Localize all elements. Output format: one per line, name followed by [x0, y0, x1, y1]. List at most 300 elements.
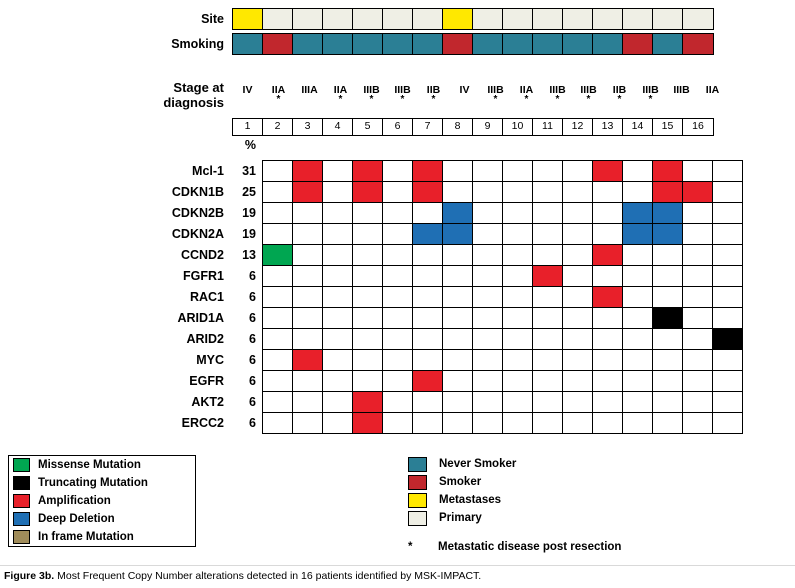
matrix-cell [623, 308, 653, 328]
smoking-cell [533, 34, 563, 54]
smoking-cell [503, 34, 533, 54]
matrix-cell [683, 392, 713, 412]
matrix-cell [383, 287, 413, 307]
matrix-cell [353, 413, 383, 433]
matrix-cell [353, 182, 383, 202]
matrix-cell [593, 308, 623, 328]
matrix-cell [353, 161, 383, 181]
matrix-cell [593, 371, 623, 391]
matrix-cell [383, 224, 413, 244]
matrix-cell [263, 329, 293, 349]
stage-cell: IV [242, 84, 253, 96]
matrix-cell [443, 287, 473, 307]
site-cell [683, 9, 713, 29]
track-row-site [0, 8, 714, 30]
matrix-cell [443, 371, 473, 391]
smoking-cell [563, 34, 593, 54]
matrix-cell [533, 203, 563, 223]
gene-label: EGFR [189, 373, 224, 388]
matrix-cell [263, 350, 293, 370]
gene-percent: 25 [242, 184, 256, 199]
matrix-cell [533, 245, 563, 265]
matrix-cell [443, 203, 473, 223]
legend-label: Metastases [439, 494, 502, 506]
gene-cells [262, 370, 743, 391]
legend-clinical-tracks [408, 455, 516, 527]
gene-label: ARID1A [177, 310, 224, 325]
matrix-cell [653, 350, 683, 370]
matrix-cell [683, 182, 713, 202]
gene-label: ERCC2 [181, 415, 224, 430]
matrix-cell [383, 203, 413, 223]
matrix-cell [473, 182, 503, 202]
matrix-cell [323, 182, 353, 202]
matrix-cell [383, 182, 413, 202]
matrix-cell [653, 203, 683, 223]
matrix-cell [713, 245, 743, 265]
legend-item [9, 456, 195, 474]
matrix-cell [293, 161, 323, 181]
legend-alteration-types [8, 455, 196, 547]
matrix-cell [473, 224, 503, 244]
matrix-cell [683, 350, 713, 370]
matrix-cell [593, 329, 623, 349]
matrix-cell [443, 350, 473, 370]
smoking-cell [323, 34, 353, 54]
gene-percent: 19 [242, 226, 256, 241]
gene-cells [262, 307, 743, 328]
matrix-cell [473, 161, 503, 181]
gene-row [0, 244, 743, 265]
matrix-cell [263, 287, 293, 307]
matrix-cell [713, 182, 743, 202]
matrix-cell [593, 266, 623, 286]
caption-label: Figure 3b. [4, 570, 55, 582]
matrix-cell [353, 371, 383, 391]
stage-cell: IV [459, 84, 470, 96]
matrix-cell [293, 245, 323, 265]
matrix-cell [443, 266, 473, 286]
matrix-cell [533, 266, 563, 286]
legend-swatch [408, 475, 427, 490]
matrix-cell [503, 392, 533, 412]
matrix-cell [353, 392, 383, 412]
matrix-cell [443, 245, 473, 265]
matrix-cell [413, 224, 443, 244]
matrix-cell [383, 266, 413, 286]
matrix-cell [653, 329, 683, 349]
legend-item [408, 455, 516, 473]
annotation-tracks [0, 8, 714, 58]
patient-number-cell: 16 [692, 120, 704, 132]
gene-percent: 6 [249, 310, 256, 325]
matrix-cell [443, 413, 473, 433]
matrix-cell [683, 413, 713, 433]
smoking-cell [413, 34, 443, 54]
matrix-cell [503, 245, 533, 265]
gene-label: CDKN2B [171, 205, 224, 220]
matrix-cell [713, 266, 743, 286]
gene-percent: 6 [249, 289, 256, 304]
matrix-cell [263, 182, 293, 202]
matrix-cell [503, 329, 533, 349]
legend-label: Truncating Mutation [38, 477, 148, 489]
site-cell [623, 9, 653, 29]
matrix-cell [413, 161, 443, 181]
site-cell [383, 9, 413, 29]
matrix-cell [323, 287, 353, 307]
matrix-cell [473, 392, 503, 412]
matrix-cell [533, 371, 563, 391]
gene-label: RAC1 [189, 289, 224, 304]
gene-percent: 6 [249, 373, 256, 388]
matrix-cell [653, 161, 683, 181]
gene-percent: 6 [249, 268, 256, 283]
matrix-cell [563, 182, 593, 202]
matrix-cell [533, 287, 563, 307]
stage-cell: IIIB * [642, 84, 659, 105]
patient-number-cell: 9 [473, 119, 503, 135]
legend-footnote [408, 541, 621, 553]
matrix-cell [713, 161, 743, 181]
matrix-cell [713, 203, 743, 223]
stage-cell: IIA * [333, 84, 348, 105]
matrix-cell [323, 392, 353, 412]
matrix-cell [623, 287, 653, 307]
matrix-cell [413, 182, 443, 202]
matrix-cell [563, 308, 593, 328]
patient-number-cell: 3 [293, 119, 323, 135]
matrix-cell [263, 392, 293, 412]
matrix-cell [683, 329, 713, 349]
footnote-text: Metastatic disease post resection [438, 541, 622, 553]
patient-number-cell: 13 [593, 119, 623, 135]
matrix-cell [473, 413, 503, 433]
stage-cell: IIIB [673, 84, 690, 96]
matrix-cell [653, 392, 683, 412]
smoking-cell [263, 34, 293, 54]
gene-row [0, 181, 743, 202]
matrix-cell [713, 224, 743, 244]
percent-header-row [0, 138, 262, 152]
matrix-cell [323, 371, 353, 391]
matrix-cell [533, 413, 563, 433]
matrix-cell [593, 392, 623, 412]
matrix-cell [683, 224, 713, 244]
gene-cells [262, 328, 743, 349]
matrix-cell [623, 245, 653, 265]
legend-item [408, 491, 516, 509]
gene-label: ARID2 [186, 331, 224, 346]
percent-header-label: % [244, 138, 256, 152]
matrix-cell [293, 203, 323, 223]
matrix-cell [383, 329, 413, 349]
matrix-cell [533, 329, 563, 349]
gene-row [0, 307, 743, 328]
smoking-cell [293, 34, 323, 54]
legend-swatch [13, 476, 30, 490]
matrix-cell [323, 203, 353, 223]
footnote-star: * [408, 541, 413, 553]
matrix-cell [683, 287, 713, 307]
matrix-cell [293, 329, 323, 349]
gene-row [0, 328, 743, 349]
matrix-cell [683, 371, 713, 391]
matrix-cell [683, 203, 713, 223]
matrix-cell [653, 287, 683, 307]
gene-label: MYC [196, 352, 224, 367]
track-cells-smoking [232, 33, 714, 55]
matrix-cell [623, 329, 653, 349]
matrix-cell [323, 266, 353, 286]
smoking-cell [233, 34, 263, 54]
site-cell [503, 9, 533, 29]
matrix-cell [413, 392, 443, 412]
smoking-cell [623, 34, 653, 54]
legend-item [9, 474, 195, 492]
matrix-cell [263, 224, 293, 244]
matrix-cell [413, 287, 443, 307]
matrix-cell [623, 224, 653, 244]
matrix-cell [623, 161, 653, 181]
gene-percent: 31 [242, 163, 256, 178]
legend-item [408, 473, 516, 491]
gene-percent: 6 [249, 415, 256, 430]
stage-cell: IIA [705, 84, 720, 96]
gene-row [0, 160, 743, 181]
matrix-cell [563, 245, 593, 265]
patient-number-cell: 10 [503, 119, 533, 135]
matrix-cell [683, 161, 713, 181]
matrix-cell [383, 350, 413, 370]
gene-label: AKT2 [191, 394, 224, 409]
patient-number-cell: 11 [533, 119, 563, 135]
matrix-cell [353, 287, 383, 307]
stage-cell: IIIB * [549, 84, 566, 105]
matrix-cell [473, 308, 503, 328]
matrix-cell [443, 182, 473, 202]
matrix-cell [623, 392, 653, 412]
matrix-cell [623, 413, 653, 433]
gene-cells [262, 244, 743, 265]
matrix-cell [353, 245, 383, 265]
matrix-cell [713, 413, 743, 433]
matrix-cell [443, 161, 473, 181]
matrix-cell [323, 224, 353, 244]
matrix-cell [503, 350, 533, 370]
matrix-cell [563, 350, 593, 370]
matrix-cell [293, 392, 323, 412]
matrix-cell [263, 413, 293, 433]
gene-label: Mcl-1 [192, 163, 224, 178]
site-cell [653, 9, 683, 29]
matrix-cell [473, 266, 503, 286]
stage-cell: IIIB * [580, 84, 597, 105]
gene-cells [262, 412, 743, 434]
patient-number-cell: 4 [323, 119, 353, 135]
gene-cells [262, 223, 743, 244]
gene-cells [262, 286, 743, 307]
matrix-cell [473, 371, 503, 391]
matrix-cell [683, 308, 713, 328]
patient-number-cell: 14 [623, 119, 653, 135]
matrix-cell [413, 266, 443, 286]
matrix-cell [713, 392, 743, 412]
caption-text: Most Frequent Copy Number alterations detected in 16 patients identified by MSK-IMPACT. [54, 570, 482, 582]
matrix-cell [503, 287, 533, 307]
matrix-cell [293, 308, 323, 328]
gene-label: FGFR1 [183, 268, 224, 283]
legend-label: Never Smoker [439, 458, 517, 470]
matrix-cell [383, 245, 413, 265]
matrix-cell [593, 161, 623, 181]
gene-cells [262, 349, 743, 370]
patient-number-cell: 15 [653, 119, 683, 135]
matrix-cell [323, 329, 353, 349]
patient-number-cell: 2 [263, 119, 293, 135]
matrix-cell [353, 308, 383, 328]
matrix-cell [623, 350, 653, 370]
matrix-cell [563, 413, 593, 433]
matrix-cell [383, 371, 413, 391]
matrix-cell [593, 224, 623, 244]
smoking-cell [443, 34, 473, 54]
matrix-cell [443, 392, 473, 412]
gene-row [0, 286, 743, 307]
legend-swatch [13, 530, 30, 544]
matrix-cell [473, 203, 503, 223]
matrix-cell [293, 350, 323, 370]
matrix-cell [713, 350, 743, 370]
matrix-cell [593, 287, 623, 307]
gene-cells [262, 202, 743, 223]
stage-cell: IIB * [426, 84, 441, 105]
patient-number-row [0, 118, 714, 136]
stage-cell: IIB * [612, 84, 627, 105]
legend-label: Smoker [439, 476, 482, 488]
matrix-cell [353, 350, 383, 370]
matrix-cell [713, 287, 743, 307]
stage-cell: IIA * [271, 84, 286, 105]
matrix-cell [413, 203, 443, 223]
matrix-cell [443, 308, 473, 328]
legend-item [9, 528, 195, 546]
matrix-cell [323, 308, 353, 328]
matrix-cell [503, 182, 533, 202]
matrix-cell [623, 203, 653, 223]
caption-divider [0, 565, 795, 566]
matrix-cell [623, 182, 653, 202]
patient-number-cell: 1 [233, 119, 263, 135]
matrix-cell [563, 371, 593, 391]
matrix-cell [563, 266, 593, 286]
matrix-cell [473, 329, 503, 349]
matrix-cell [533, 308, 563, 328]
smoking-cell [683, 34, 713, 54]
legend-swatch [13, 512, 30, 526]
patient-number-cells [232, 118, 714, 136]
matrix-cell [593, 203, 623, 223]
matrix-cell [413, 413, 443, 433]
matrix-cell [563, 392, 593, 412]
matrix-cell [353, 224, 383, 244]
matrix-cell [713, 371, 743, 391]
legend-swatch [408, 511, 427, 526]
gene-row [0, 265, 743, 286]
matrix-cell [563, 224, 593, 244]
site-cell [293, 9, 323, 29]
gene-label: CCND2 [180, 247, 224, 262]
matrix-cell [713, 308, 743, 328]
matrix-cell [683, 266, 713, 286]
gene-cells [262, 265, 743, 286]
gene-percent: 19 [242, 205, 256, 220]
stage-cell: IIIA [301, 84, 318, 96]
matrix-cell [563, 203, 593, 223]
matrix-cell [323, 413, 353, 433]
matrix-cell [503, 371, 533, 391]
legend-item [9, 492, 195, 510]
smoking-cell [653, 34, 683, 54]
matrix-cell [593, 413, 623, 433]
matrix-cell [383, 392, 413, 412]
stage-header-label: Stage at diagnosis [163, 80, 224, 110]
matrix-cell [263, 308, 293, 328]
patient-number-cell: 7 [413, 119, 443, 135]
matrix-cell [443, 224, 473, 244]
track-label-site: Site [201, 12, 224, 26]
legend-swatch [408, 457, 427, 472]
matrix-cell [323, 350, 353, 370]
matrix-cell [323, 245, 353, 265]
track-cells-site [232, 8, 714, 30]
matrix-cell [503, 224, 533, 244]
matrix-cell [413, 308, 443, 328]
gene-row [0, 412, 743, 433]
gene-row [0, 391, 743, 412]
smoking-cell [353, 34, 383, 54]
stage-cell: IIA * [519, 84, 534, 105]
track-row-smoking [0, 33, 714, 55]
matrix-cell [653, 413, 683, 433]
matrix-cell [503, 161, 533, 181]
gene-percent: 6 [249, 394, 256, 409]
site-cell [593, 9, 623, 29]
track-label-smoking: Smoking [171, 37, 224, 51]
site-cell [443, 9, 473, 29]
smoking-cell [473, 34, 503, 54]
matrix-cell [263, 245, 293, 265]
gene-row [0, 349, 743, 370]
gene-cells [262, 181, 743, 202]
legend-swatch [13, 458, 30, 472]
gene-label: CDKN1B [171, 184, 224, 199]
matrix-cell [413, 245, 443, 265]
matrix-cell [263, 266, 293, 286]
gene-cells [262, 391, 743, 412]
site-cell [353, 9, 383, 29]
legend-label: Missense Mutation [38, 459, 141, 471]
matrix-cell [653, 308, 683, 328]
matrix-cell [533, 350, 563, 370]
matrix-cell [443, 329, 473, 349]
site-cell [563, 9, 593, 29]
legend-label: Deep Deletion [38, 513, 115, 525]
site-cell [533, 9, 563, 29]
stage-cell: IIIB * [363, 84, 380, 105]
gene-label: CDKN2A [171, 226, 224, 241]
stage-header [0, 80, 728, 110]
